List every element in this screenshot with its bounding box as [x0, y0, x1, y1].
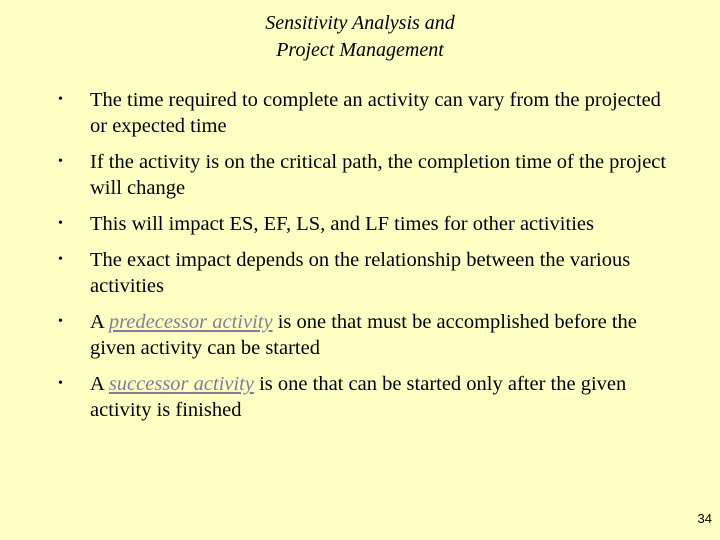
bullet-item-5: [58, 309, 678, 361]
bullet-text-suffix: is one that can be started only after the given activity is finished: [90, 373, 627, 421]
term-predecessor-activity: predecessor activity: [108, 311, 273, 333]
bullet-item-6: [58, 371, 678, 423]
bullet-text-suffix: is one that must be accomplished before the given activity can be started: [90, 311, 637, 359]
bullet-item-3: [58, 211, 678, 237]
bullet-text: This will impact ES, EF, LS, and LF times for other activities: [90, 213, 594, 235]
bullet-item-4: [58, 247, 678, 299]
bullet-text-prefix: A: [90, 311, 109, 333]
slide-title-line-2: Project Management: [276, 39, 444, 61]
bullet-dot-icon: •: [58, 314, 63, 329]
term-successor-activity: successor activity: [108, 373, 254, 395]
bullet-dot-icon: •: [58, 216, 63, 231]
bullet-text-prefix: A: [90, 373, 109, 395]
bullet-dot-icon: •: [58, 92, 63, 107]
bullet-list: [58, 87, 678, 433]
bullet-text: The time required to complete an activity can vary from the projected or expected time: [90, 89, 661, 137]
bullet-dot-icon: •: [58, 376, 63, 391]
bullet-dot-icon: •: [58, 252, 63, 267]
bullet-item-2: [58, 149, 678, 201]
bullet-text: If the activity is on the critical path, the completion time of the project will change: [90, 151, 667, 199]
bullet-dot-icon: •: [58, 154, 63, 169]
bullet-item-1: [58, 87, 678, 139]
slide-title: [0, 10, 720, 64]
bullet-text: The exact impact depends on the relationship between the various activities: [90, 249, 631, 297]
page-number: 34: [697, 511, 712, 526]
slide-title-line-1: Sensitivity Analysis and: [265, 12, 455, 34]
